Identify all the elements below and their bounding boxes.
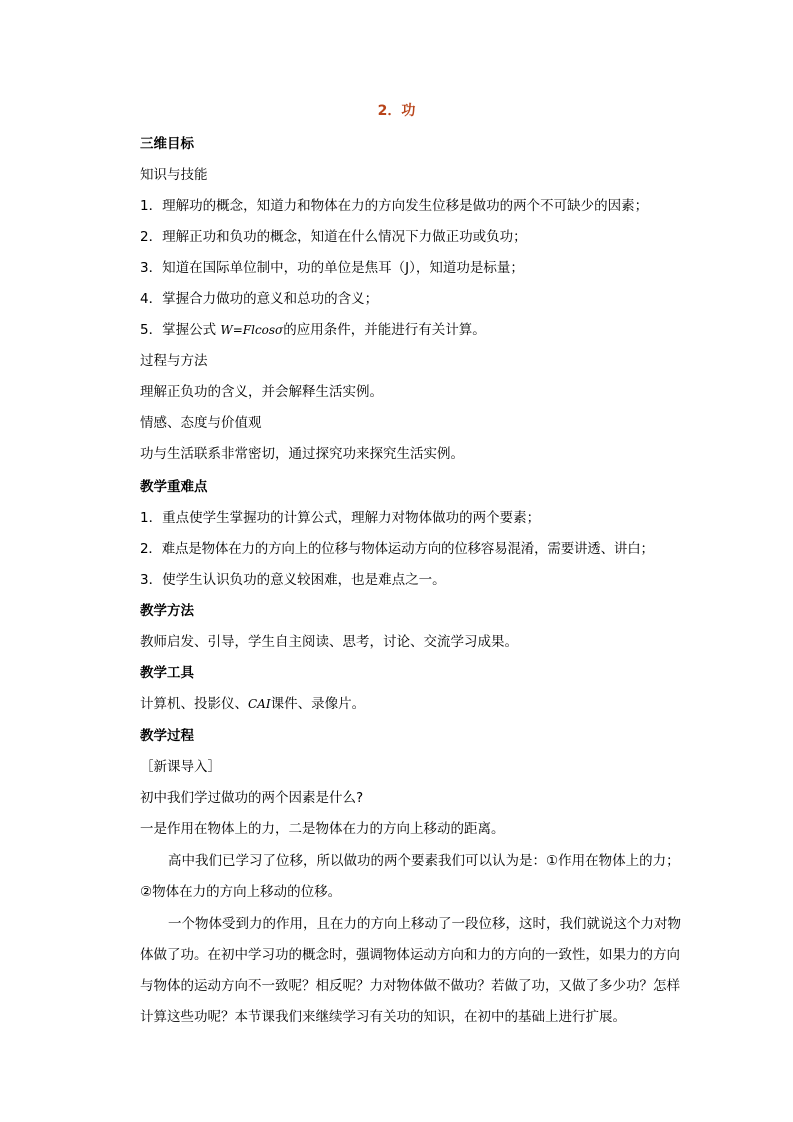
- intro-question: 初中我们学过做功的两个因素是什么?: [140, 790, 364, 806]
- difficulty-item-2: 2．难点是物体在力的方向上的位移与物体运动方向的位移容易混淆，需要讲透、讲白；: [140, 541, 654, 557]
- knowledge-item-5: [140, 320, 486, 340]
- knowledge-item-4: 4．掌握合力做功的意义和总功的含义；: [140, 291, 379, 307]
- tools-suffix: 课件、录像片。: [270, 696, 366, 712]
- knowledge-item-2: 2．理解正功和负功的概念，知道在什么情况下力做正功或负功；: [140, 229, 527, 245]
- heading-teaching-method: 教学方法: [140, 603, 194, 619]
- tools-prefix: 计算机、投影仪、: [140, 696, 248, 712]
- paragraph-1-line-1: 高中我们已学习了位移，所以做功的两个要素我们可以认为是：①作用在物体上的力；: [168, 853, 680, 869]
- heading-teaching-tools: 教学工具: [140, 665, 194, 681]
- subheading-process-method: 过程与方法: [140, 353, 208, 369]
- process-method-text: 理解正负功的含义，并会解释生活实例。: [140, 384, 383, 400]
- difficulty-item-1: 1．重点使学生掌握功的计算公式，理解力对物体做功的两个要素；: [140, 510, 541, 526]
- new-lesson-intro-label: ［新课导入］: [140, 759, 221, 775]
- emotion-values-text: 功与生活联系非常密切，通过探究功来探究生活实例。: [140, 446, 464, 462]
- teaching-method-text: 教师启发、引导，学生自主阅读、思考，讨论、交流学习成果。: [140, 634, 518, 650]
- difficulty-item-3: 3．使学生认识负功的意义较困难，也是难点之一。: [140, 572, 446, 588]
- paragraph-2-line-4: 计算这些功呢？本节课我们来继续学习有关功的知识，在初中的基础上进行扩展。: [140, 1009, 626, 1025]
- heading-teaching-process: 教学过程: [140, 728, 194, 744]
- paragraph-1-line-2: ②物体在力的方向上移动的位移。: [140, 884, 342, 900]
- document-title: 2．功: [377, 103, 416, 119]
- knowledge-item-3: 3．知道在国际单位制中，功的单位是焦耳（J），知道功是标量；: [140, 260, 524, 276]
- knowledge-item-5-suffix: 的应用条件，并能进行有关计算。: [283, 322, 486, 338]
- subheading-knowledge-skills: 知识与技能: [140, 167, 208, 183]
- knowledge-item-1: 1．理解功的概念，知道力和物体在力的方向发生位移是做功的两个不可缺少的因素；: [140, 198, 649, 214]
- heading-three-dimensional-goals: 三维目标: [140, 136, 194, 152]
- teaching-tools-text: [140, 694, 365, 714]
- paragraph-2-line-1: 一个物体受到力的作用，且在力的方向上移动了一段位移，这时，我们就说这个力对物: [168, 916, 681, 932]
- heading-key-difficult-points: 教学重难点: [140, 479, 208, 495]
- paragraph-2-line-3: 与物体的运动方向不一致呢？相反呢？力对物体做不做功？若做了功，又做了多少功？怎样: [140, 978, 680, 994]
- knowledge-item-5-prefix: 5．掌握公式: [140, 322, 221, 338]
- intro-answer: 一是作用在物体上的力，二是物体在力的方向上移动的距离。: [140, 821, 505, 837]
- paragraph-2-line-2: 体做了功。在初中学习功的概念时，强调物体运动方向和力的方向的一致性，如果力的方向: [140, 947, 680, 963]
- subheading-emotion-values: 情感、态度与价值观: [140, 415, 262, 431]
- tools-cai: CAI: [248, 697, 271, 711]
- work-formula: W=Flcosσ: [220, 323, 284, 337]
